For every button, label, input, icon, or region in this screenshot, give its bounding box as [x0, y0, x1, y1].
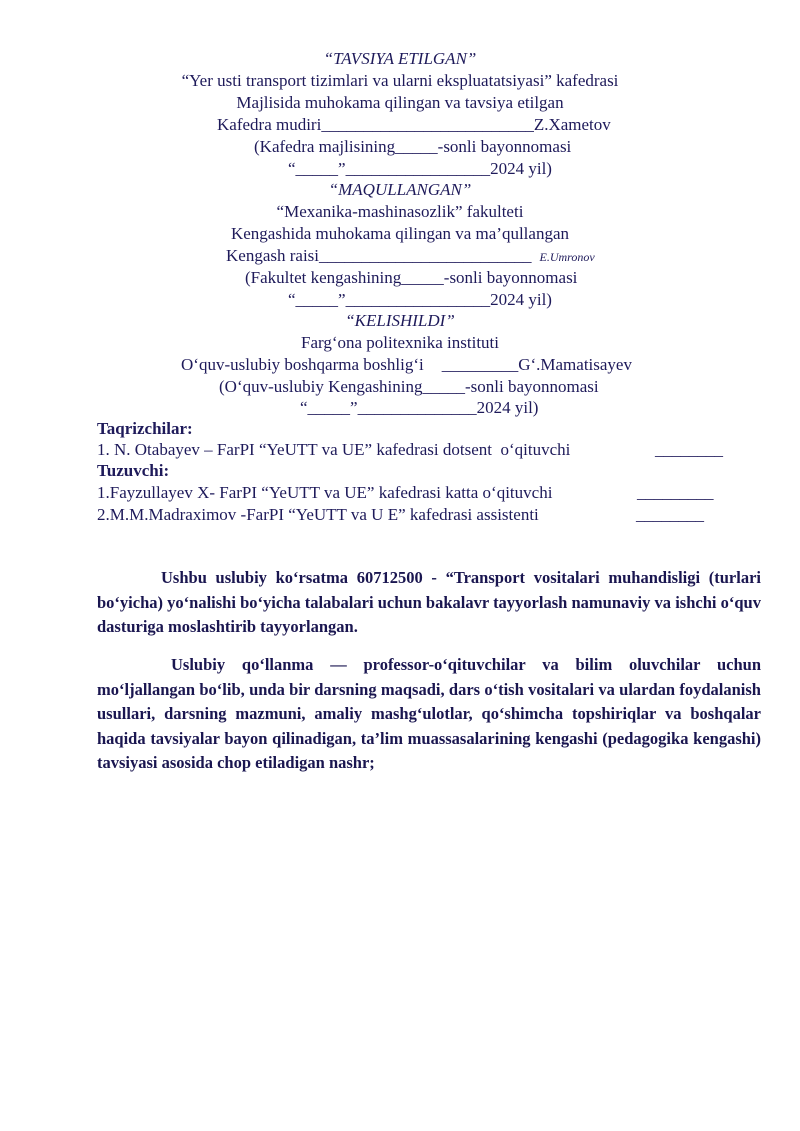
kelishildi-protocol-close: -sonli bayonnomasi	[465, 377, 599, 396]
tavsiya-date-day-blank: _____	[295, 159, 339, 178]
kelishildi-date-quote-open: “	[300, 398, 308, 417]
maqullangan-faculty: “Mexanika-mashinasozlik” fakulteti	[276, 202, 524, 221]
tavsiya-head-label: Kafedra mudiri	[217, 115, 322, 134]
paragraph-definition	[97, 653, 761, 776]
maqullangan-protocol-line	[245, 268, 577, 288]
paragraph-definition-text: Uslubiy qo‘llanma — professor-o‘qituvchilar va bilim oluvchilar uchun mo‘ljallangan bo‘lib, unda bir darsning maqsadi, dars o‘tish vositalari va ulardan foydalanish usullari, darsning mazmuni, amaliy mashg‘ulotlar, qo‘shimcha topshiriqlar va boshqalar haqida tavsiyalar bayon qilinadigan, ta’lim muassasalarining kengashi (pedagogika kengashi) tavsiyasi asosida chop etiladigan nashr;	[97, 655, 761, 772]
kelishildi-head-blank: _________	[441, 355, 519, 374]
tavsiya-heading: “TAVSIYA ETILGAN”	[323, 49, 477, 68]
author-item: 2.M.M.Madraximov -FarPI “YeUTT va U E” kafedrasi assistenti	[97, 505, 539, 524]
authors-heading: Tuzuvchi:	[97, 461, 170, 480]
reviewers-heading: Taqrizchilar:	[97, 419, 193, 438]
maqullangan-date-quote-close: ”	[338, 290, 346, 309]
tavsiya-date-month-blank: _________________	[345, 159, 491, 178]
maqullangan-heading: “MAQULLANGAN”	[328, 180, 472, 199]
maqullangan-date-quote-open: “	[288, 290, 296, 309]
kelishildi-protocol-line	[219, 377, 599, 397]
tavsiya-head-signature-line	[217, 115, 611, 135]
maqullangan-date-year: 2024 yil)	[490, 290, 552, 309]
tavsiya-protocol-blank: _____	[395, 137, 438, 156]
author-signature-blank: ________	[636, 505, 704, 524]
kelishildi-date-month-blank: ______________	[357, 398, 477, 417]
kelishildi-date-year: 2024 yil)	[476, 398, 539, 417]
paragraph-purpose	[97, 566, 761, 640]
tavsiya-date-line	[288, 159, 552, 179]
author-signature-blank: _________	[637, 483, 714, 502]
author-item: 1.Fayzullayev X- FarPI “YeUTT va UE” kafedrasi katta o‘qituvchi	[97, 483, 553, 502]
maqullangan-head-name: E.Umronov	[539, 250, 595, 264]
reviewer-signature-blank: ________	[655, 440, 723, 459]
maqullangan-council-note: Kengashida muhokama qilingan va ma’qullangan	[230, 224, 570, 243]
maqullangan-protocol-open: (Fakultet kengashining	[245, 268, 402, 287]
kelishildi-date-quote-close: ”	[350, 398, 358, 417]
kelishildi-date-line	[300, 398, 538, 418]
tavsiya-date-quote-open: “	[288, 159, 296, 178]
kelishildi-protocol-open: (O‘quv-uslubiy Kengashining	[219, 377, 423, 396]
tavsiya-head-blank: _________________________	[321, 115, 534, 134]
maqullangan-protocol-blank: _____	[401, 268, 444, 287]
maqullangan-date-line	[288, 290, 552, 310]
tavsiya-date-year: 2024 yil)	[490, 159, 552, 178]
tavsiya-date-quote-close: ”	[338, 159, 346, 178]
maqullangan-date-day-blank: _____	[295, 290, 339, 309]
tavsiya-protocol-open: (Kafedra majlisining	[254, 137, 396, 156]
maqullangan-head-signature-line	[226, 246, 595, 267]
kelishildi-head-label: O‘quv-uslubiy boshqarma boshlig‘i	[181, 355, 424, 374]
maqullangan-protocol-close: -sonli bayonnomasi	[443, 268, 578, 287]
kelishildi-head-name: G‘.Mamatisayev	[518, 355, 632, 374]
maqullangan-head-label: Kengash raisi	[226, 246, 320, 265]
kelishildi-date-day-blank: _____	[307, 398, 351, 417]
tavsiya-head-name: Z.Xametov	[533, 115, 611, 134]
kelishildi-heading: “KELISHILDI”	[345, 311, 455, 330]
maqullangan-date-month-blank: _________________	[345, 290, 491, 309]
kelishildi-head-signature-line	[181, 355, 632, 375]
tavsiya-protocol-close: -sonli bayonnomasi	[437, 137, 572, 156]
tavsiya-protocol-line	[254, 137, 571, 157]
tavsiya-meeting-note: Majlisida muhokama qilingan va tavsiya etilgan	[236, 93, 564, 112]
maqullangan-head-blank: _________________________	[319, 246, 532, 265]
tavsiya-department: “Yer usti transport tizimlari va ularni ekspluatatsiyasi” kafedrasi	[181, 71, 619, 90]
paragraph-purpose-text: Ushbu uslubiy ko‘rsatma 60712500 - “Transport vositalari muhandisligi (turlari bo‘yicha) yo‘nalishi bo‘yicha talabalari uchun bakalavr tayyorlash namunaviy va ishchi o‘quv dasturiga moslashtirib tayyorlangan.	[97, 568, 761, 636]
kelishildi-protocol-blank: _____	[422, 377, 466, 396]
reviewer-item: 1. N. Otabayev – FarPI “YeUTT va UE” kafedrasi dotsent o‘qituvchi	[97, 440, 571, 459]
kelishildi-institute: Farg‘ona politexnika instituti	[301, 333, 499, 352]
